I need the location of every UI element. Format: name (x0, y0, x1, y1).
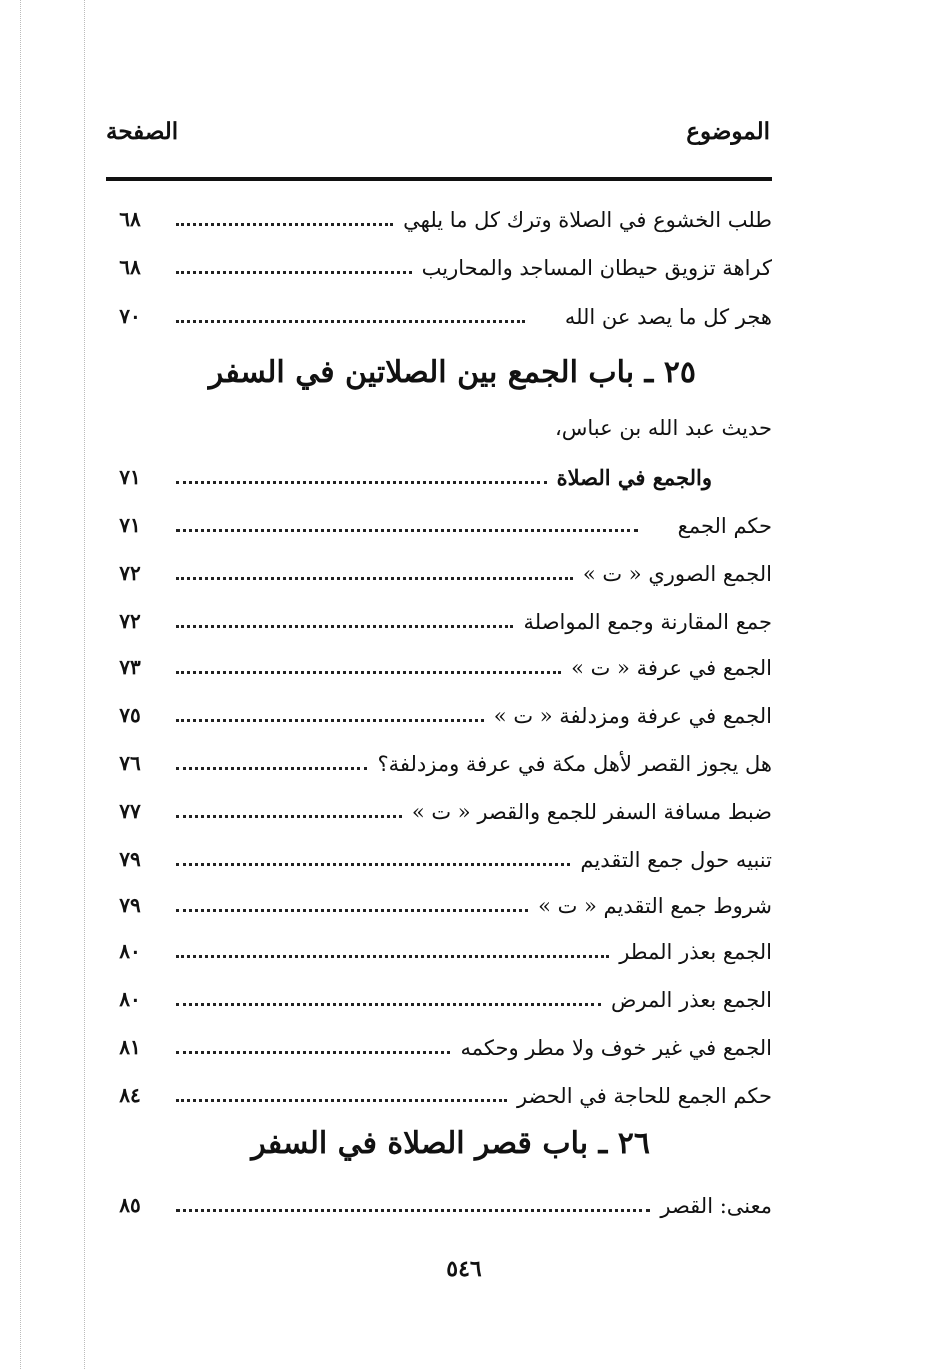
toc-entry-page: ٧٩ (119, 893, 141, 917)
scan-margin-line (84, 0, 85, 1369)
toc-entry-title: حكم الجمع للحاجة في الحضر (516, 1084, 772, 1108)
toc-entry-title: شروط جمع التقديم « ت » (538, 894, 772, 918)
toc-entry-title: الجمع في غير خوف ولا مطر وحكمه (460, 1036, 772, 1060)
dot-leader (176, 719, 484, 722)
toc-entry-page: ٧٧ (119, 799, 141, 823)
toc-entry-page: ٧٢ (119, 561, 141, 585)
dot-leader (176, 863, 570, 866)
dot-leader (176, 815, 402, 818)
toc-entry-page: ٨٠ (119, 987, 141, 1011)
dot-leader (176, 320, 525, 323)
toc-entry-title: تنبيه حول جمع التقديم (580, 848, 772, 872)
dot-leader (176, 223, 393, 226)
toc-entry-page: ٧١ (119, 465, 141, 489)
dot-leader (176, 909, 528, 912)
toc-entry (106, 1024, 772, 1064)
toc-entry-page: ٨٤ (119, 1083, 141, 1107)
dot-leader (176, 1209, 650, 1212)
toc-entry-title: حكم الجمع (677, 514, 772, 538)
dot-leader (176, 271, 412, 274)
toc-entry (106, 882, 772, 922)
toc-entry-title: هل يجوز القصر لأهل مكة في عرفة ومزدلفة؟ (377, 752, 772, 776)
toc-entry-page: ٨٥ (119, 1193, 141, 1217)
toc-entry-title: والجمع في الصلاة (556, 465, 712, 490)
toc-entry (106, 928, 772, 968)
chapter-heading: ٢٦ ـ باب قصر الصلاة في السفر (251, 1126, 650, 1161)
toc-entry-page: ٧٠ (119, 304, 141, 328)
dot-leader (176, 1051, 450, 1054)
toc-entry-title: الجمع بعذر المطر (619, 940, 772, 964)
dot-leader (176, 1003, 601, 1006)
toc-entry (106, 976, 772, 1016)
toc-entry-title: حديث عبد الله بن عباس، (554, 416, 772, 440)
toc-entry-page: ٧٩ (119, 847, 141, 871)
toc-entry-page: ٦٨ (119, 255, 141, 279)
dot-leader (176, 481, 547, 484)
toc-entry-page: ٨١ (119, 1035, 141, 1059)
dot-leader (176, 1099, 507, 1102)
toc-entry (106, 454, 772, 494)
page-column-header: الصفحة (106, 118, 179, 145)
page-number: ٥٤٦ (446, 1256, 482, 1282)
toc-entry (106, 740, 772, 780)
toc-entry (106, 644, 772, 684)
chapter-heading: ٢٥ ـ باب الجمع بين الصلاتين في السفر (208, 355, 696, 390)
toc-entry (106, 404, 772, 444)
toc-entry (106, 1182, 772, 1222)
scan-margin-line (20, 0, 21, 1369)
dot-leader (176, 577, 573, 580)
toc-entry-page: ٧٦ (119, 751, 141, 775)
toc-entry-title: هجر كل ما يصد عن الله (564, 305, 772, 329)
toc-entry-title: ضبط مسافة السفر للجمع والقصر « ت » (411, 800, 772, 824)
toc-entry-page: ٧٢ (119, 609, 141, 633)
dot-leader (176, 955, 609, 958)
toc-entry-title: الجمع الصوري « ت » (582, 562, 772, 586)
toc-entry (106, 788, 772, 828)
toc-entry (106, 692, 772, 732)
toc-entry-page: ٧٣ (119, 655, 141, 679)
toc-entry-page: ٧١ (119, 513, 141, 537)
toc-entry (106, 244, 772, 284)
toc-entry (106, 293, 772, 333)
toc-entry-title: كراهة تزويق حيطان المساجد والمحاريب (421, 256, 772, 280)
toc-entry-title: الجمع في عرفة ومزدلفة « ت » (493, 704, 772, 728)
toc-entry-page: ٦٨ (119, 207, 141, 231)
header-rule (106, 177, 772, 181)
dot-leader (176, 529, 638, 532)
topic-column-header: الموضوع (686, 118, 770, 145)
toc-entry-page: ٧٥ (119, 703, 141, 727)
toc-entry-title: جمع المقارنة وجمع المواصلة (523, 610, 772, 634)
toc-entry-title: الجمع بعذر المرض (611, 988, 772, 1012)
toc-entry-title: طلب الخشوع في الصلاة وترك كل ما يلهي (403, 208, 772, 232)
toc-entry (106, 836, 772, 876)
toc-entry (106, 1072, 772, 1112)
toc-entry-page: ٨٠ (119, 939, 141, 963)
toc-entry-title: معنى: القصر (660, 1194, 772, 1218)
toc-entry-title: الجمع في عرفة « ت » (571, 656, 772, 680)
toc-entry (106, 598, 772, 638)
toc-entry (106, 196, 772, 236)
dot-leader (176, 767, 367, 770)
toc-entry (106, 550, 772, 590)
dot-leader (176, 625, 513, 628)
toc-entry (106, 502, 772, 542)
dot-leader (176, 671, 561, 674)
